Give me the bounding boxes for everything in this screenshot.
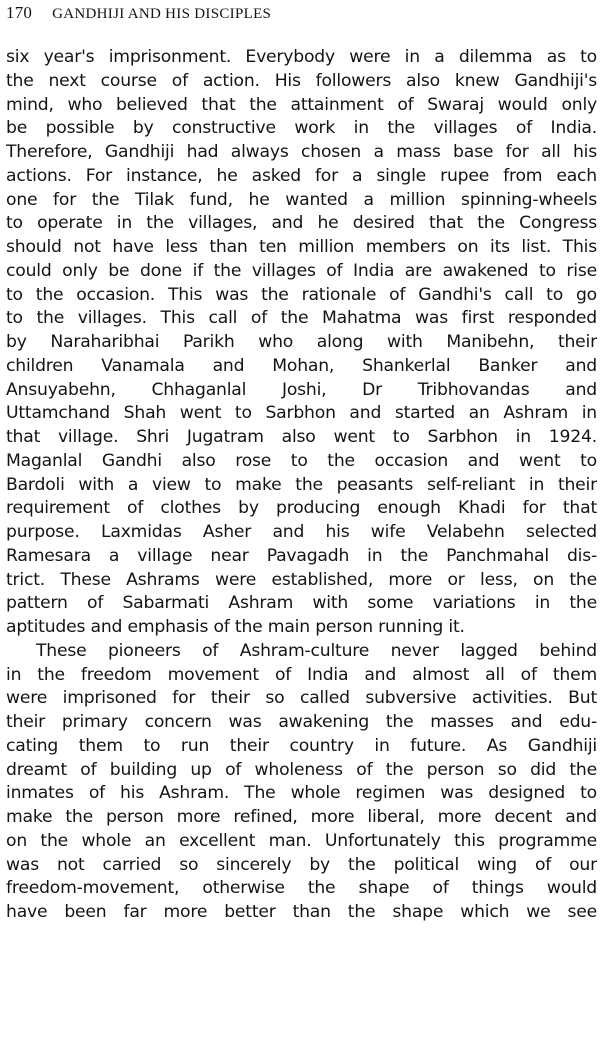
text-line: six year's imprisonment. Everybody were in a dilemma as to <box>6 47 597 67</box>
text-line: make the person more refined, more liberal, more decent and <box>6 807 597 827</box>
text-line: Bardoli with a view to make the peasants self-reliant in their <box>6 474 597 495</box>
text-line: on the whole an excellent man. Unfortunately this programme <box>6 830 597 851</box>
text-line: These pioneers of Ashram-culture never lagged behind <box>36 640 597 661</box>
paragraph <box>6 46 597 640</box>
text-line: aptitudes and emphasis of the main person running it. <box>6 617 465 637</box>
text-line: actions. For instance, he asked for a single rupee from each <box>6 165 597 186</box>
body-text <box>6 46 597 925</box>
text-line: children Vanamala and Mohan, Shankerlal Banker and <box>6 355 597 376</box>
text-line: pattern of Sabarmati Ashram with some variations in the <box>6 593 597 614</box>
text-line: Therefore, Gandhiji had always chosen a mass base for all his <box>6 142 597 162</box>
text-line: one for the Tilak fund, he wanted a million spinning-wheels <box>6 189 597 210</box>
text-line: Ramesara a village near Pavagadh in the Panchmahal dis- <box>6 545 597 566</box>
text-line: freedom-movement, otherwise the shape of things would <box>6 878 597 899</box>
text-line: to the occasion. This was the rationale of Gandhi's call to go <box>6 284 597 305</box>
page-number: 170 <box>6 3 33 22</box>
text-line: inmates of his Ashram. The whole regimen was designed to <box>6 783 597 804</box>
text-line: to operate in the villages, and he desired that the Congress <box>6 213 597 234</box>
text-line: Ansuyabehn, Chhaganlal Joshi, Dr Tribhovandas and <box>6 379 597 400</box>
text-line: were imprisoned for their so called subversive activities. But <box>6 688 597 709</box>
text-line: purpose. Laxmidas Asher and his wife Velabehn selected <box>6 522 597 542</box>
text-line: to the villages. This call of the Mahatma was first responded <box>6 308 597 329</box>
text-line: Maganlal Gandhi also rose to the occasion and went to <box>6 450 597 471</box>
text-line: should not have less than ten million members on its list. This <box>6 237 597 257</box>
text-line: Uttamchand Shah went to Sarbhon and started an Ashram in <box>6 403 597 424</box>
text-line: by Naraharibhai Parikh who along with Manibehn, their <box>6 332 597 352</box>
text-line: cating them to run their country in future. As Gandhiji <box>6 735 597 756</box>
text-line: that village. Shri Jugatram also went to Sarbhon in 1924. <box>6 427 597 447</box>
text-line: be possible by constructive work in the villages of India. <box>6 118 597 139</box>
book-title: GANDHIJI AND HIS DISCIPLES <box>52 6 272 22</box>
running-head <box>6 3 271 25</box>
text-line: could only be done if the villages of India are awakened to rise <box>6 260 597 281</box>
text-line: requirement of clothes by producing enough Khadi for that <box>6 498 597 519</box>
text-line: mind, who believed that the attainment of Swaraj would only <box>6 94 597 115</box>
text-line: trict. These Ashrams were established, more or less, on the <box>6 569 597 590</box>
text-line: dreamt of building up of wholeness of the person so did the <box>6 759 597 780</box>
text-line: have been far more better than the shape which we see <box>6 902 597 922</box>
text-line: in the freedom movement of India and almost all of them <box>6 664 597 685</box>
text-line: their primary concern was awakening the masses and edu- <box>6 712 597 732</box>
paragraph <box>6 640 597 925</box>
text-line: the next course of action. His followers also knew Gandhiji's <box>6 70 597 91</box>
text-line: was not carried so sincerely by the political wing of our <box>6 854 597 875</box>
